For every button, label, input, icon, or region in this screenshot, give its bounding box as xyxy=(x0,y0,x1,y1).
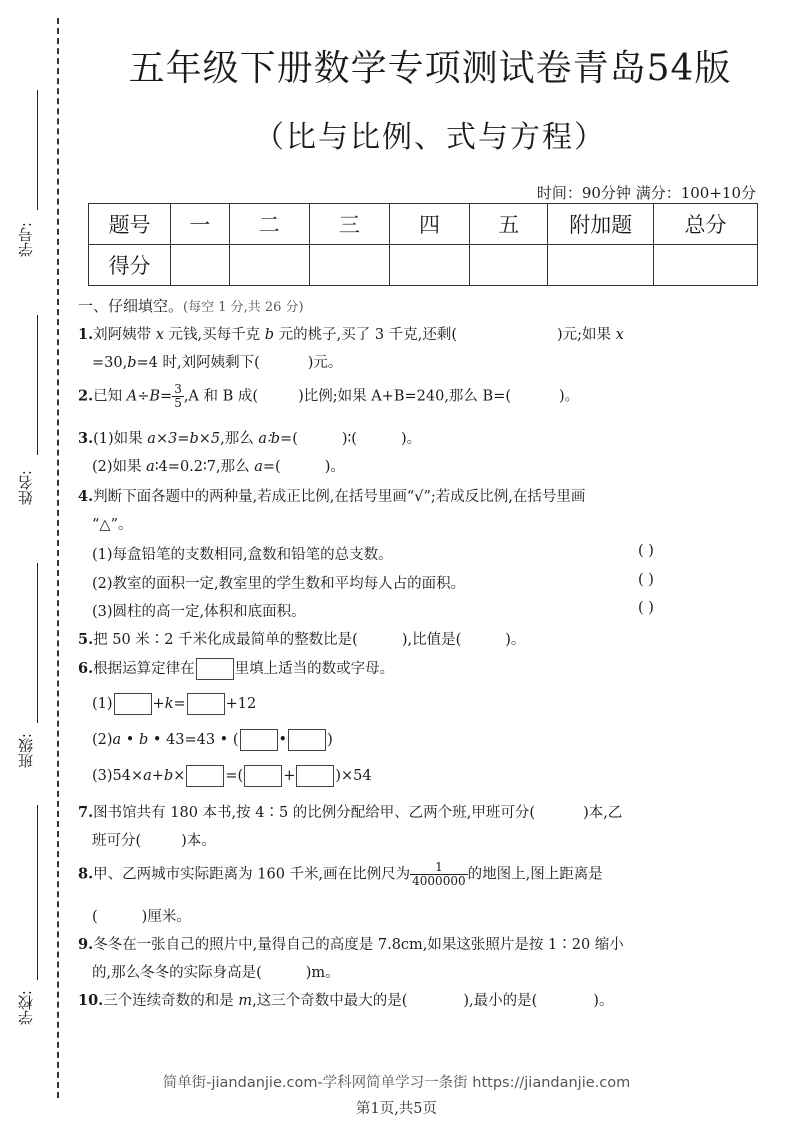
question-9-line-1: 9.冬冬在一张自己的照片中,量得自己的高度是 7.8cm,如果这张照片是按 1∶20 缩小 xyxy=(78,936,624,953)
answer-box[interactable] xyxy=(288,729,326,751)
question-8-line-1: 8.甲、乙两城市实际距离为 160 千米,画在比例尺为 $\frac{1}{4000000}$ 的地图上,图上距离是 xyxy=(78,860,603,888)
question-6-part-2: (2)a • b • 43=43 • ( • ) xyxy=(92,729,333,751)
judge-blank-2[interactable]: ( ) xyxy=(638,572,654,588)
question-2: 2.已知 A÷B= $\frac{3}{5}$ ,A 和 B 成( )比例;如果 A+B=240,那么 B=( )。 xyxy=(78,382,580,410)
score-row-label: 得分 xyxy=(89,245,171,286)
question-6: 6.根据运算定律在 里填上适当的数或字母。 xyxy=(78,657,394,680)
header-cell-total: 总分 xyxy=(654,204,758,245)
score-table-score-row xyxy=(89,245,758,286)
score-cell-total[interactable] xyxy=(654,245,758,286)
section-heading: 一、仔细填空。(每空 1 分,共 26 分) xyxy=(78,297,304,315)
question-4-item-3: (3)圆柱的高一定,体积和底面积。 xyxy=(92,604,306,620)
student-id-label: 学号: xyxy=(17,222,35,258)
question-7-line-2: 班可分( )本。 xyxy=(92,833,216,849)
exam-meta: 时间：90分钟 满分：100+10分 xyxy=(536,184,756,202)
name-label: 姓名: xyxy=(17,470,35,506)
score-cell-5[interactable] xyxy=(470,245,548,286)
question-10: 10.三个连续奇数的和是 m,这三个奇数中最大的是( ),最小的是( )。 xyxy=(78,992,614,1009)
answer-box[interactable] xyxy=(187,693,225,715)
question-4-line-2: “△”。 xyxy=(92,517,133,533)
score-cell-1[interactable] xyxy=(171,245,229,286)
question-6-part-1: (1) +k= +12 xyxy=(92,693,256,715)
header-cell-4: 四 xyxy=(389,204,469,245)
question-9-line-2: 的,那么冬冬的实际身高是( )m。 xyxy=(92,965,340,981)
fraction-3-5: $\frac{3}{5}$ xyxy=(174,382,182,410)
page-subtitle: （比与比例、式与方程） xyxy=(254,120,606,155)
header-cell-3: 三 xyxy=(309,204,389,245)
question-1-line-2: =30,b=4 时,刘阿姨剩下( )元。 xyxy=(92,355,343,371)
answer-box[interactable] xyxy=(114,693,152,715)
score-table xyxy=(88,203,758,286)
score-cell-3[interactable] xyxy=(309,245,389,286)
question-5: 5.把 50 米∶2 千米化成最简单的整数比是( ),比值是( )。 xyxy=(78,631,526,648)
name-underline[interactable] xyxy=(37,315,38,455)
class-underline[interactable] xyxy=(37,563,38,723)
question-4-item-1: (1)每盒铅笔的支数相同,盒数和铅笔的总支数。 xyxy=(92,547,393,563)
question-7-line-1: 7.图书馆共有 180 本书,按 4∶5 的比例分配给甲、乙两个班,甲班可分( )本,乙 xyxy=(78,804,623,821)
question-6-part-3: (3)54×a+b× =( + )×54 xyxy=(92,765,372,787)
question-8-line-2: ( )厘米。 xyxy=(92,909,191,925)
sample-box xyxy=(196,658,234,680)
footer-watermark-link[interactable]: 简单街-jiandanjie.com-学科网简单学习一条街 https://jiandanjie.com xyxy=(162,1075,631,1091)
header-cell-1: 一 xyxy=(171,204,229,245)
score-cell-bonus[interactable] xyxy=(548,245,654,286)
class-label: 班级: xyxy=(17,733,35,769)
fraction-scale: $\frac{1}{4000000}$ xyxy=(412,860,466,888)
answer-box[interactable] xyxy=(296,765,334,787)
score-cell-4[interactable] xyxy=(389,245,469,286)
binding-dashed-line xyxy=(57,18,59,1098)
school-label: 学校: xyxy=(17,990,35,1026)
question-3-part-1: 3.(1)如果 a×3=b×5,那么 a∶b=( )∶( )。 xyxy=(78,430,422,447)
header-cell-bonus: 附加题 xyxy=(548,204,654,245)
header-cell-2: 二 xyxy=(229,204,309,245)
score-cell-2[interactable] xyxy=(229,245,309,286)
page-number: 第1页,共5页 xyxy=(355,1101,438,1117)
question-3-part-2: (2)如果 a∶4=0.2∶7,那么 a=( )。 xyxy=(92,459,345,475)
student-id-underline[interactable] xyxy=(37,90,38,210)
question-4-item-2: (2)教室的面积一定,教室里的学生数和平均每人占的面积。 xyxy=(92,576,466,592)
score-table-header-row xyxy=(89,204,758,245)
judge-blank-3[interactable]: ( ) xyxy=(638,600,654,616)
answer-box[interactable] xyxy=(240,729,278,751)
header-cell-5: 五 xyxy=(470,204,548,245)
page-title: 五年级下册数学专项测试卷青岛54版 xyxy=(128,48,732,89)
judge-blank-1[interactable]: ( ) xyxy=(638,543,654,559)
section-score-note: (每空 1 分,共 26 分) xyxy=(183,300,304,315)
answer-box[interactable] xyxy=(244,765,282,787)
header-cell-question-number: 题号 xyxy=(89,204,171,245)
school-underline[interactable] xyxy=(37,805,38,980)
question-4-line-1: 4.判断下面各题中的两种量,若成正比例,在括号里画“√”;若成反比例,在括号里画 xyxy=(78,488,586,505)
question-1-line-1: 1.刘阿姨带 x 元钱,买每千克 b 元的桃子,买了 3 千克,还剩( )元;如果 x xyxy=(78,326,624,343)
answer-box[interactable] xyxy=(186,765,224,787)
